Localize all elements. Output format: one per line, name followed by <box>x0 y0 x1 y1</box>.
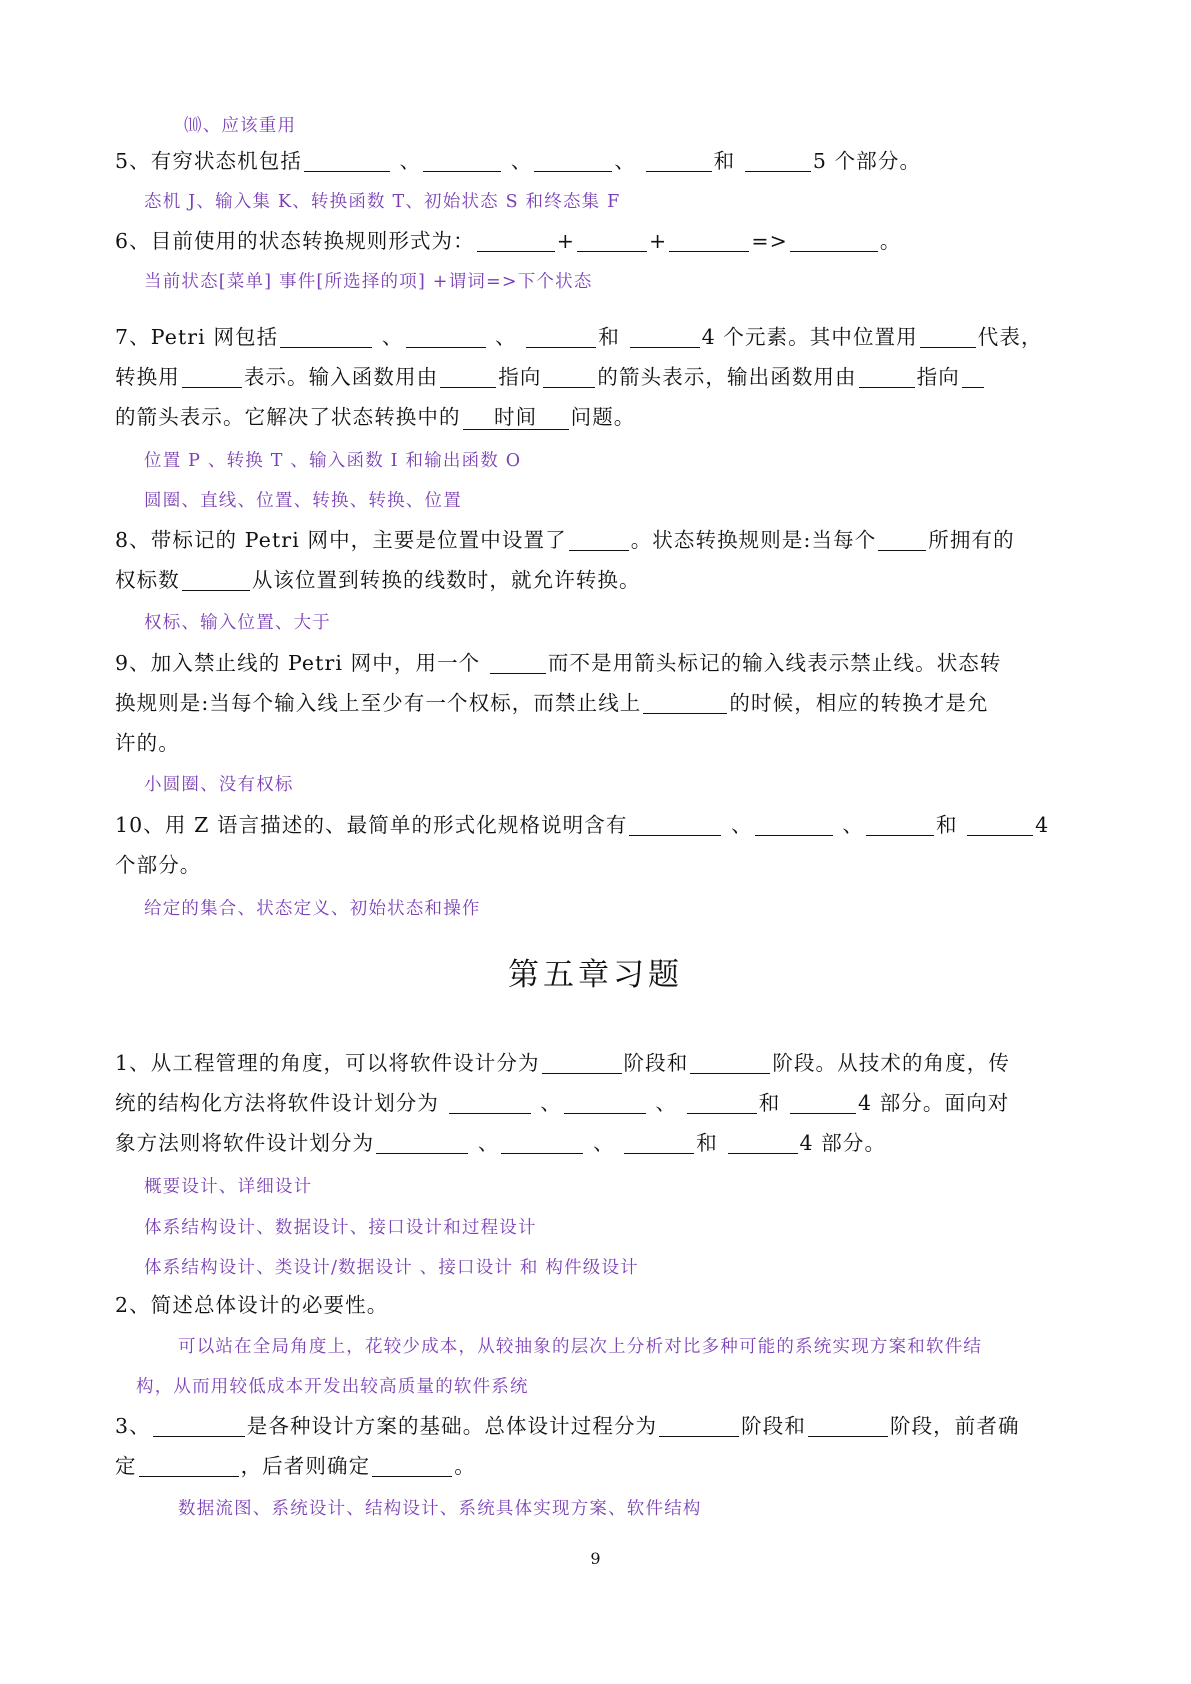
c5q2-answer-line-2: 构，从而用较低成本开发出较高质量的软件系统 <box>136 1377 529 1397</box>
blank[interactable] <box>808 1414 888 1437</box>
question-8-line-2: 权标数 从该位置到转换的线数时，就允许转换。 <box>115 568 641 592</box>
question-6: 6、目前使用的状态转换规则形式为： + + => 。 <box>115 229 902 253</box>
filled-blank: 时间 <box>463 405 569 430</box>
blank[interactable] <box>542 1051 622 1074</box>
c5-question-3-line-1: 3、 是各种设计方案的基础。总体设计过程分为 阶段和 阶段，前者确 <box>115 1414 1020 1438</box>
blank[interactable] <box>440 365 496 388</box>
blank[interactable] <box>659 1414 739 1437</box>
c5-question-3-line-2: 定 ，后者则确定 。 <box>115 1454 476 1478</box>
blank[interactable] <box>139 1454 239 1477</box>
question-5: 5、有穷状态机包括 、 、 、 和 5 个部分。 <box>115 149 922 173</box>
q9-answer: 小圆圈、没有权标 <box>144 775 294 795</box>
blank[interactable] <box>643 691 727 714</box>
blank[interactable] <box>728 1131 798 1154</box>
c5q1-answer-3: 体系结构设计、类设计/数据设计 、接口设计 和 构件级设计 <box>144 1258 639 1278</box>
q4-answer-tail: ⑽、应该重用 <box>184 116 297 136</box>
c5-question-1-line-3: 象方法则将软件设计划分为 、 、 和 4 部分。 <box>115 1131 887 1155</box>
blank[interactable] <box>543 365 595 388</box>
blank[interactable] <box>790 1091 856 1114</box>
blank[interactable] <box>564 1091 646 1114</box>
c5-question-1-line-1: 1、从工程管理的角度，可以将软件设计分为 阶段和 阶段。从技术的角度，传 <box>115 1051 1010 1075</box>
blank[interactable] <box>878 528 926 551</box>
blank[interactable] <box>490 651 546 674</box>
blank[interactable] <box>629 813 721 836</box>
question-10-line-2: 个部分。 <box>115 853 202 877</box>
blank[interactable] <box>526 325 596 348</box>
blank[interactable] <box>423 149 501 172</box>
blank[interactable] <box>372 1454 452 1477</box>
blank[interactable] <box>859 365 915 388</box>
blank[interactable] <box>646 149 712 172</box>
question-10-line-1: 10、用 Z 语言描述的、最简单的形式化规格说明含有 、 、 和 4 <box>115 813 1050 837</box>
question-9-line-1: 9、加入禁止线的 Petri 网中，用一个 而不是用箭头标记的输入线表示禁止线。状态转 <box>115 651 1002 675</box>
c5q2-answer-line-1: 可以站在全局角度上，花较少成本，从较抽象的层次上分析对比多种可能的系统实现方案和软件结 <box>178 1337 983 1357</box>
blank[interactable] <box>866 813 934 836</box>
blank[interactable] <box>687 1091 757 1114</box>
blank[interactable] <box>534 149 612 172</box>
blank[interactable] <box>690 1051 770 1074</box>
q8-answer: 权标、输入位置、大于 <box>144 613 331 633</box>
q7-answer-1: 位置 P 、转换 T 、输入函数 I 和输出函数 O <box>144 451 522 471</box>
blank[interactable] <box>790 229 878 252</box>
blank[interactable] <box>630 325 700 348</box>
page-number: 9 <box>590 1549 601 1568</box>
blank[interactable] <box>920 325 976 348</box>
c5q1-answer-2: 体系结构设计、数据设计、接口设计和过程设计 <box>144 1218 537 1238</box>
question-9-line-2: 换规则是:当每个输入线上至少有一个权标，而禁止线上 的时候，相应的转换才是允 <box>115 691 989 715</box>
question-9-line-3: 许的。 <box>115 731 180 755</box>
blank[interactable] <box>967 813 1033 836</box>
blank[interactable] <box>449 1091 531 1114</box>
chapter-title: 第五章习题 <box>508 957 683 993</box>
question-7-line-2: 转换用 表示。输入函数用由 指向 的箭头表示，输出函数用由 指向 <box>115 362 1080 392</box>
blank[interactable] <box>153 1414 245 1437</box>
question-7-line-1: 7、Petri 网包括 、 、 和 4 个元素。其中位置用 代表， <box>115 325 1043 349</box>
blank[interactable] <box>755 813 833 836</box>
q5-answer: 态机 J、输入集 K、转换函数 T、初始状态 S 和终态集 F <box>144 192 621 212</box>
blank[interactable] <box>569 528 629 551</box>
blank[interactable] <box>669 229 749 252</box>
blank[interactable] <box>501 1131 583 1154</box>
c5q1-answer-1: 概要设计、详细设计 <box>144 1177 313 1197</box>
question-7-line-3: 的箭头表示。它解决了状态转换中的 时间 问题。 <box>115 405 636 429</box>
c5-question-2: 2、简述总体设计的必要性。 <box>115 1293 389 1317</box>
q7-answer-2: 圆圈、直线、位置、转换、转换、位置 <box>144 491 462 511</box>
q10-answer: 给定的集合、状态定义、初始状态和操作 <box>144 899 481 919</box>
c5q3-answer: 数据流图、系统设计、结构设计、系统具体实现方案、软件结构 <box>178 1499 702 1519</box>
blank[interactable] <box>745 149 811 172</box>
blank[interactable] <box>304 149 390 172</box>
c5-question-1-line-2: 统的结构化方法将软件设计划分为 、 、 和 4 部分。面向对 <box>115 1091 1010 1115</box>
blank[interactable] <box>182 365 242 388</box>
blank[interactable] <box>624 1131 694 1154</box>
blank[interactable] <box>577 229 647 252</box>
blank[interactable] <box>376 1131 468 1154</box>
blank[interactable] <box>406 325 486 348</box>
blank[interactable] <box>280 325 372 348</box>
blank[interactable] <box>477 229 555 252</box>
q6-answer: 当前状态[菜单] 事件[所选择的项] +谓词=>下个状态 <box>144 272 593 292</box>
question-8-line-1: 8、带标记的 Petri 网中，主要是位置中设置了 。状态转换规则是:当每个 所拥有的 <box>115 528 1015 552</box>
blank[interactable] <box>962 365 984 388</box>
blank[interactable] <box>182 568 250 591</box>
